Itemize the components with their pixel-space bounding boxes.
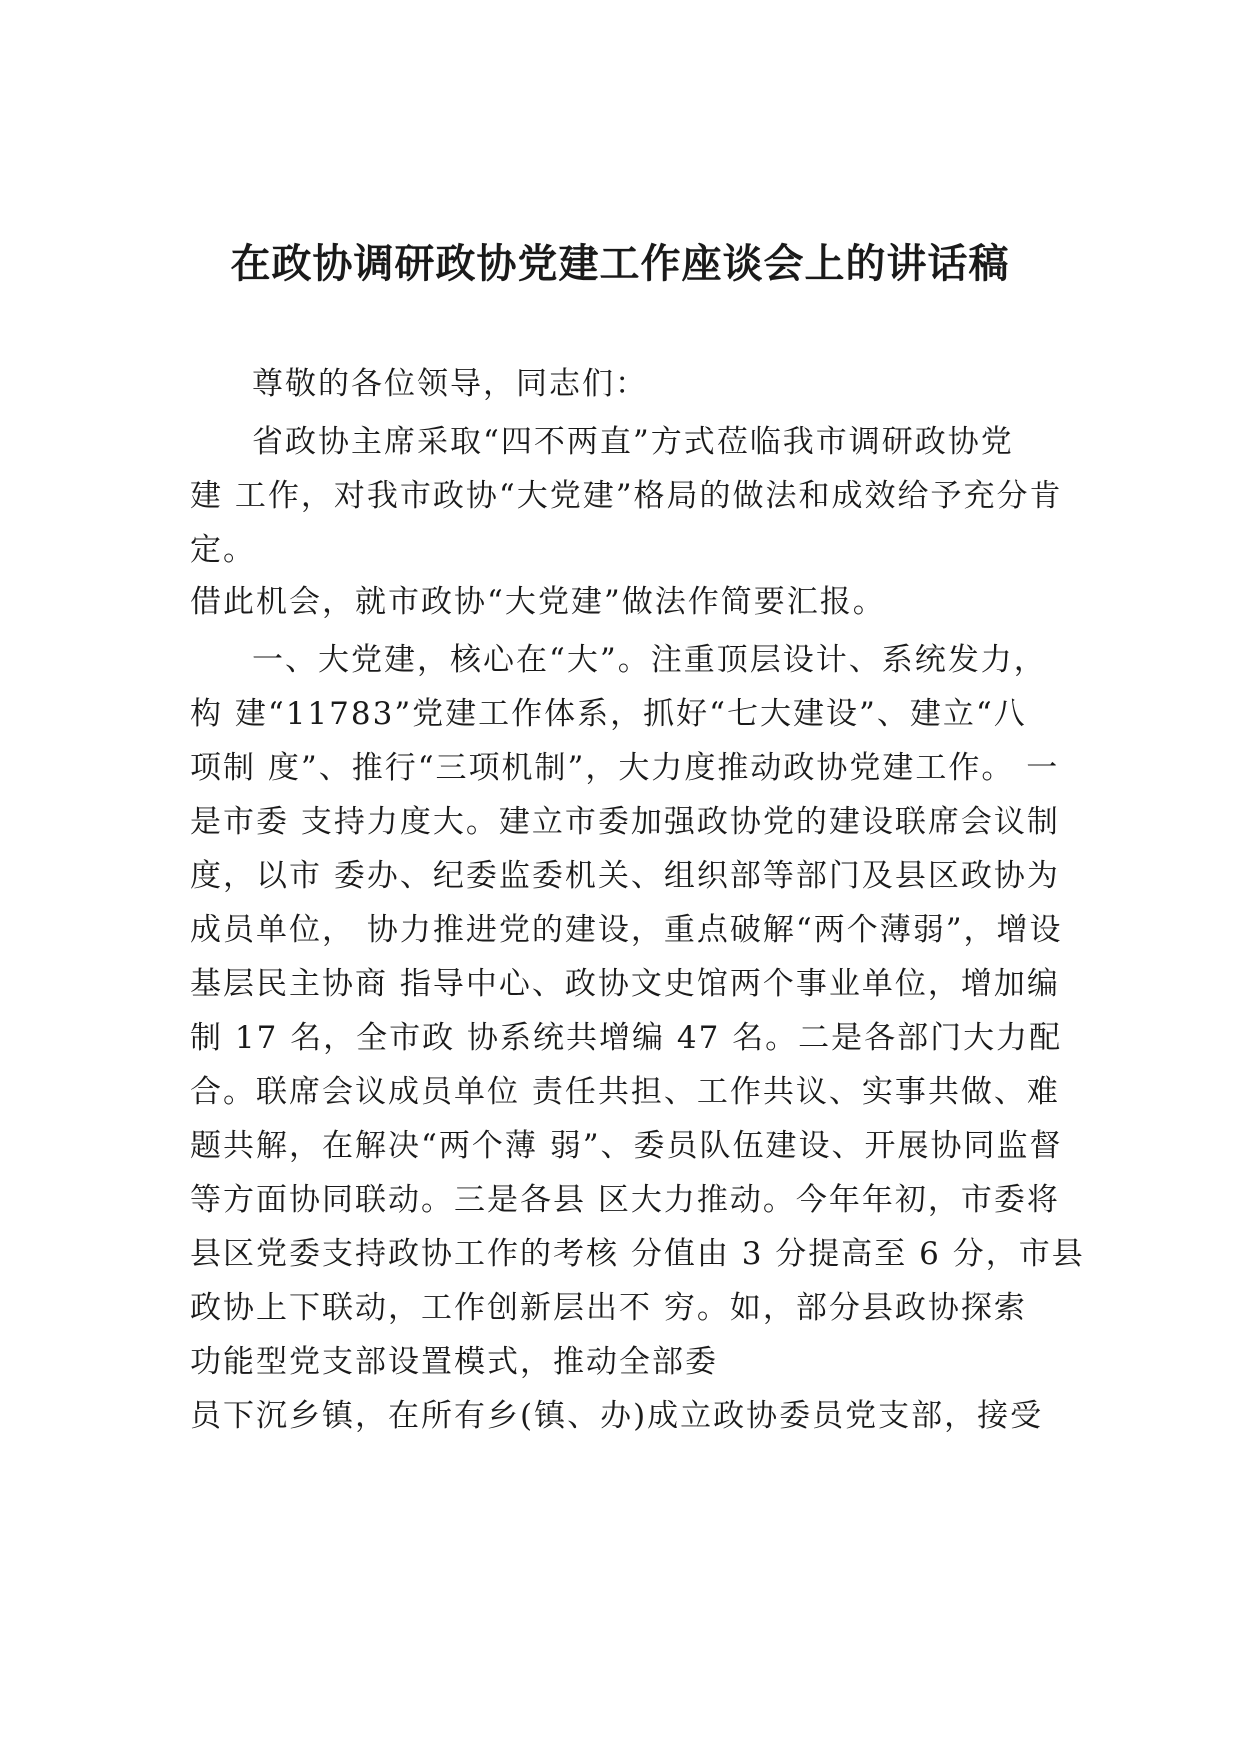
text-line: 合。联席会议成员单位 责任共担、工作共议、实事共做、难	[190, 1074, 1060, 1110]
text-line: 成员单位， 协力推进党的建设，重点破解“两个薄弱”，增设	[190, 912, 1063, 948]
text-line: 员下沉乡镇，在所有乡(镇、办)成立政协委员党支部，接受	[190, 1398, 1044, 1434]
text-line: 建 工作，对我市政协“大党建”格局的做法和成效给予充分肯	[190, 478, 1063, 514]
text-line: 省政协主席采取“四不两直”方式莅临我市调研政协党	[252, 424, 1014, 460]
text-line: 项制 度”、推行“三项机制”，大力度推动政协党建工作。 一	[190, 750, 1060, 786]
text-line: 基层民主协商 指导中心、政协文史馆两个事业单位，增加编	[190, 966, 1060, 1002]
text-line: 县区党委支持政协工作的考核 分值由 3 分提高至 6 分，市县	[190, 1236, 1085, 1272]
text-line: 是市委 支持力度大。建立市委加强政协党的建设联席会议制	[190, 804, 1060, 840]
text-line: 功能型党支部设置模式，推动全部委	[190, 1344, 718, 1380]
text-line: 定。	[190, 532, 256, 568]
text-line: 构 建“11783”党建工作体系，抓好“七大建设”、建立“八	[190, 696, 1027, 732]
text-line: 度，以市 委办、纪委监委机关、组织部等部门及县区政协为	[190, 858, 1060, 894]
text-line: 政协上下联动，工作创新层出不 穷。如，部分县政协探索	[190, 1290, 1027, 1326]
text-line: 借此机会，就市政协“大党建”做法作简要汇报。	[190, 584, 886, 620]
text-line: 一、大党建，核心在“大”。注重顶层设计、系统发力，	[252, 642, 1047, 678]
text-line: 制 17 名，全市政 协系统共增编 47 名。二是各部门大力配	[190, 1020, 1063, 1056]
text-line: 尊敬的各位领导，同志们：	[252, 366, 648, 402]
text-line: 等方面协同联动。三是各县 区大力推动。今年年初，市委将	[190, 1182, 1060, 1218]
document-title: 在政协调研政协党建工作座谈会上的讲话稿	[230, 241, 1010, 287]
text-line: 题共解，在解决“两个薄 弱”、委员队伍建设、开展协同监督	[190, 1128, 1063, 1164]
